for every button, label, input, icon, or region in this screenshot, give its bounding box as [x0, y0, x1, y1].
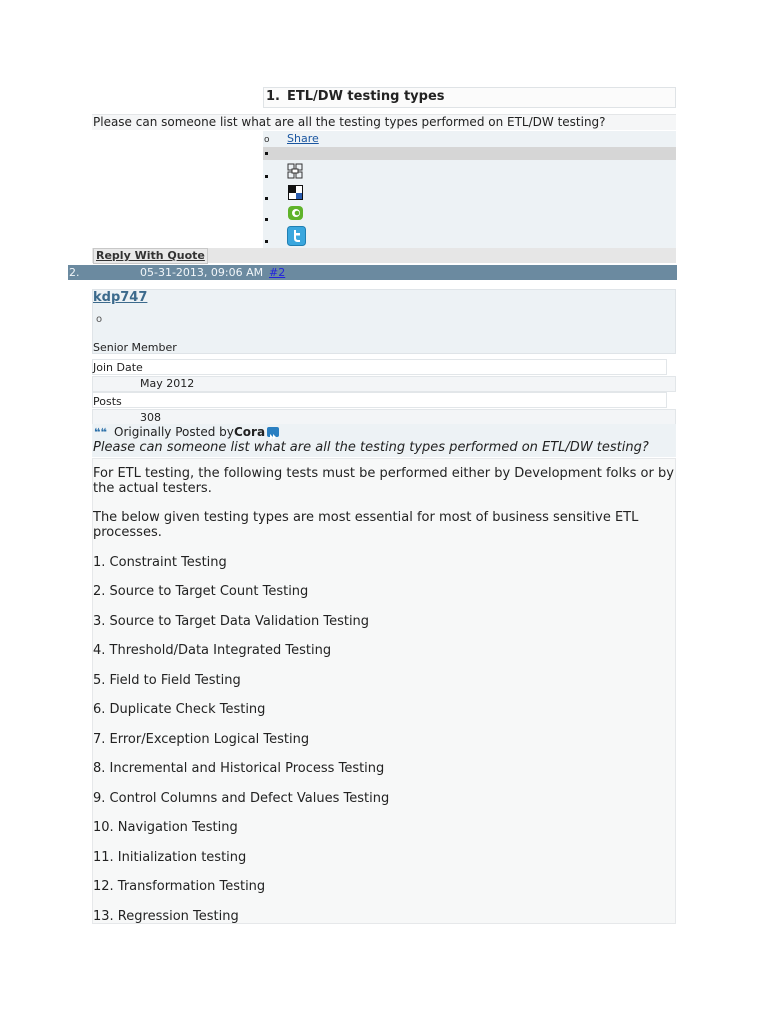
testing-type-item: 7. Error/Exception Logical Testing [93, 732, 310, 747]
post-date: 05-31-2013, 09:06 AM [140, 266, 264, 279]
testing-type-item: 2. Source to Target Count Testing [93, 584, 309, 599]
post-essential-line2: processes. [93, 525, 162, 540]
user-info-box [92, 289, 676, 354]
quote-prefix: Originally Posted by [114, 425, 234, 439]
testing-type-item: 12. Transformation Testing [93, 879, 266, 894]
user-title: Senior Member [93, 341, 177, 354]
testing-type-item: 13. Regression Testing [93, 909, 239, 924]
testing-type-item: 5. Field to Field Testing [93, 673, 241, 688]
online-status-icon: o [96, 314, 103, 325]
quote-text: Please can someone list what are all the testing types performed on ETL/DW testing? [93, 440, 649, 455]
share-divider [263, 147, 676, 160]
delicious-icon[interactable] [287, 163, 305, 181]
list-bullet [265, 240, 268, 243]
username-link[interactable]: kdp747 [93, 290, 148, 305]
post-essential-line1: The below given testing types are most essential for most of business sensitive ETL [93, 510, 639, 525]
reply-with-quote-button[interactable]: Reply With Quote [93, 248, 208, 264]
quote-icon: ❝❝ [94, 426, 107, 439]
testing-type-item: 3. Source to Target Data Validation Testing [93, 614, 370, 629]
testing-type-item: 4. Threshold/Data Integrated Testing [93, 643, 332, 658]
posts-row [92, 392, 667, 408]
quote-author: Cora [234, 425, 266, 439]
posts-value: 308 [140, 411, 161, 424]
testing-type-item: 1. Constraint Testing [93, 555, 227, 570]
share-bullet: o [264, 135, 270, 145]
post-number: 2. [69, 266, 80, 279]
join-date-value: May 2012 [140, 377, 195, 390]
thread-title[interactable]: ETL/DW testing types [287, 89, 445, 104]
testing-type-item: 6. Duplicate Check Testing [93, 702, 266, 717]
testing-type-item: 8. Incremental and Historical Process Testing [93, 761, 385, 776]
testing-type-item: 11. Initialization testing [93, 850, 247, 865]
testing-type-item: 10. Navigation Testing [93, 820, 238, 835]
list-bullet [265, 152, 268, 155]
list-bullet [265, 175, 268, 178]
post-permalink[interactable]: #2 [269, 266, 286, 279]
twitter-icon[interactable] [287, 226, 305, 244]
digg-icon[interactable] [288, 185, 306, 203]
join-date-row [92, 359, 667, 375]
technorati-icon[interactable] [287, 205, 305, 223]
thread-question: Please can someone list what are all the testing types performed on ETL/DW testing? [93, 115, 606, 129]
list-bullet [265, 197, 268, 200]
posts-value-row [92, 409, 676, 425]
posts-label: Posts [93, 395, 122, 408]
view-post-icon[interactable] [267, 427, 279, 437]
testing-type-item: 9. Control Columns and Defect Values Testing [93, 791, 390, 806]
post-intro-line2: the actual testers. [93, 481, 212, 496]
share-link[interactable]: Share [287, 132, 319, 145]
join-date-label: Join Date [93, 361, 143, 374]
thread-number: 1. [266, 89, 280, 104]
post-intro-line1: For ETL testing, the following tests must be performed either by Development folks or by [93, 466, 674, 481]
list-bullet [265, 218, 268, 221]
